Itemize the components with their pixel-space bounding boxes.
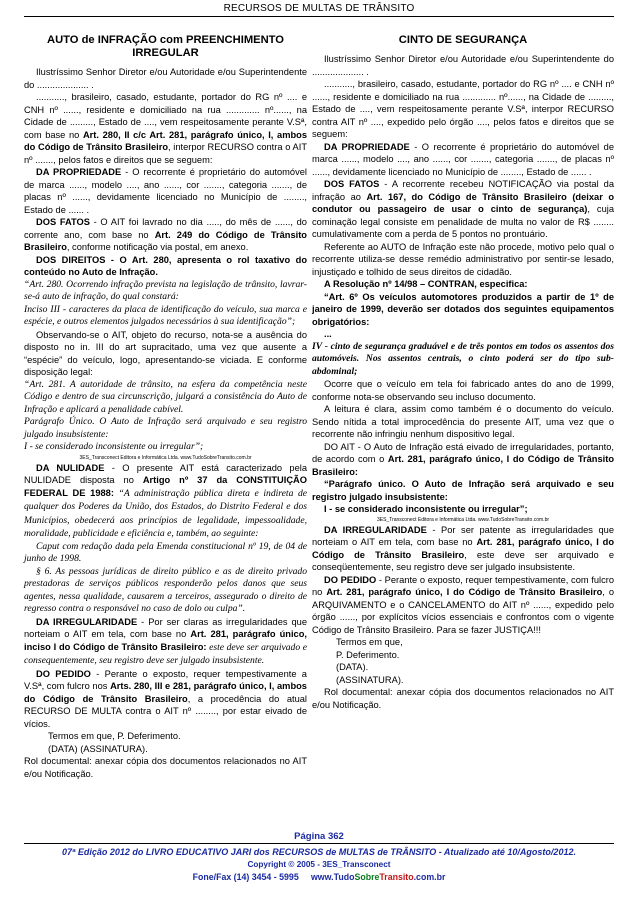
footer-url[interactable]: www.TudoSobreTransito.com.br <box>310 872 446 882</box>
left-paragrafo-6: § 6. As pessoas jurídicas de direito público e as de direito privado prestadoras de serviços públicos responderão pelos danos que seus agentes, nessa qualidade, causarem a terceiros, assegurado o direito de regresso contra o responsável no caso de dolo ou culpa”. <box>24 565 307 614</box>
left-caput: Caput com redação dada pela Emenda constitucional nº 19, de 04 de junho de 1998. <box>24 540 307 564</box>
right-watermark: 3ES_Transconect Editora e Informática Ltda. www.TudoSobreTransito.com.br <box>376 516 550 523</box>
right-closing-2: P. Deferimento. <box>336 649 400 660</box>
left-fatos: DOS FATOS - O AIT foi lavrado no dia ....., do mês de ......, do corrente ano, com base no Art. 249 do Código de Trânsito Brasileiro, conforme notificação via postal, em anexo. <box>24 217 307 252</box>
left-p1: Ilustríssimo Senhor Diretor e/ou Autoridade e/ou Superintendente do .................... . <box>24 67 307 90</box>
page-number: Página 362 <box>294 831 344 842</box>
right-quote-iv: IV - cinto de segurança graduável e de três pontos em todos os assentos dos automóveis. Nos assentos centrais, o cinto poderá ser do tipo sub-abdominal; <box>312 340 614 377</box>
right-closing-4: (ASSINATURA). <box>336 674 404 685</box>
right-irregularidade: DA IRREGULARIDADE - Por ser patente as irregularidades que norteiam o AIT em tela, com base no Art. 281, parágrafo único, I do Código de Trânsito Brasileiro, este deve ser arquivado e conseqüentemente, seu registro deve ser julgado insubsistente. <box>312 524 615 572</box>
left-quote-280: “Art. 280. Ocorrendo infração prevista na legislação de trânsito, lavrar-se-á auto de infração, do qual constará: <box>24 278 307 302</box>
right-p2: ..........., brasileiro, casado, estudante, portador do RG nº .... e CNH nº ......, residente e domiciliado na rua ............. nº......, na Cidade de ........., Estado de ...., vem respeitosamente perante V.Sª, interpor RECURSO contra AIT nº ...., expedido pelo órgão ...., pelos fatos e direitos que se seguem: <box>312 79 614 139</box>
footer-contact <box>0 872 638 882</box>
left-nulidade: DA NULIDADE - O presente AIT está caracterizado pela NULIDADE disposta no Artigo nº 37 da CONSTITUIÇÃO FEDERAL DE 1988: “A administração pública direta e indireta de qualquer dos Poderes da União, dos Estados, do Distrito Federal e dos Municípios, obedecerá aos princípios de legalidade, impessoalidade, moralidade, publicidade e eficiência e, também, ao seguinte: <box>24 462 308 539</box>
left-pedido: DO PEDIDO - Perante o exposto, requer tempestivamente a V.Sª, com fulcro nos Arts. 280, III e 281, parágrafo único, I, ambos do Código de Trânsito Brasileiro, a procedência do atual RECURSO DE MULTA contra o AIT nº ........, por estar eivado de vícios. <box>24 668 307 729</box>
right-resolucao: A Resolução nº 14/98 – CONTRAN, especifica: <box>324 279 528 289</box>
right-ellipsis: ... <box>324 329 332 339</box>
left-p2: ..........., brasileiro, casado, estudante, portador do RG nº .... e CNH nº ......, residente e domiciliado na rua ............. nº......, na Cidade de ........., Estado de ...., vem respeitosamente perante V.Sª, com base no Art. 280, II c/c Art. 281, parágrafo único, I, ambos do Código de Trânsito Brasileiro, interpor RECURSO contra o AIT nº ......., pelos fatos e direitos que se seguem: <box>24 92 307 165</box>
footer-phone: Fone/Fax (14) 3454 - 5995 <box>192 872 299 882</box>
footer-rule <box>24 843 614 844</box>
right-pedido: DO PEDIDO - Perante o exposto, requer tempestivamente, com fulcro no Art. 281, parágrafo único, I do Código de Trânsito Brasileiro, o ARQUIVAMENTO e o CANCELAMENTO do AIT nº ......, expedido pelo órgão ......, por explícitos vícios essenciais e confrontos com o vigente Código de Trânsito Brasileiro. Para se fazer JUSTIÇA!!! <box>312 574 614 635</box>
left-title: AUTO de INFRAÇÃO com PREENCHIMENTO IRREGULAR <box>46 34 285 59</box>
left-watermark: 3ES_Transconect Editora e Informática Ltda. www.TudoSobreTransito.com.br <box>79 454 252 461</box>
footer-copyright: Copyright © 2005 - 3ES_Transconect <box>247 860 391 869</box>
left-closing-1: Termos em que, P. Deferimento. <box>48 731 181 741</box>
right-rol: Rol documental: anexar cópia dos documentos relacionados no AIT e/ou Notificação. <box>312 687 614 710</box>
right-inciso-i: I - se considerado inconsistente ou irregular”; <box>324 504 528 514</box>
left-closing-2: (DATA) (ASSINATURA). <box>48 743 148 754</box>
footer-edition: 07ª Edição 2012 do LIVRO EDUCATIVO JARI dos RECURSOS de MULTAS de TRÂNSITO - Atualizado até 10/Agosto/2012. <box>62 847 576 857</box>
right-closing-1: Termos em que, <box>336 637 403 647</box>
right-column <box>312 34 614 711</box>
left-rol: Rol documental: anexar cópia dos documentos relacionados no AIT e/ou Notificação. <box>24 756 307 779</box>
left-quote-paragrafo: Parágrafo Único. O Auto de Infração será arquivado e seu registro julgado insubsistente: <box>24 416 307 440</box>
left-quote-281: “Art. 281. A autoridade de trânsito, na esfera da competência neste Código e dentro de sua circunscrição, julgará a consistência do Auto de Infração e aplicará a penalidade cabível. <box>24 378 307 415</box>
right-ait: DO AIT - O Auto de Infração está eivado de irregularidades, portanto, de acordo com o Art. 281, parágrafo único, I do Código de Trânsito Brasileiro: <box>312 441 614 477</box>
header-rule <box>24 16 614 17</box>
right-fatos: DOS FATOS - A recorrente recebeu NOTIFICAÇÃO via postal da infração ao Art. 167, do Código de Trânsito Brasileiro (deixar o condutor ou passageiro de usar o cinto de segurança), cuja cominação legal consiste em penalidade de multa no valor de R$ ........ cumulativamente com a perda de 5 pontos no prontuário. <box>312 179 614 239</box>
left-direitos: DOS DIREITOS - O Art. 280, apresenta o rol taxativo do conteúdo no Auto de Infração. <box>24 254 307 277</box>
right-art6: “Art. 6º Os veículos automotores produzidos a partir de 1º de janeiro de 1999, deverão ser dotados dos seguintes equipamentos obrigatórios: <box>312 291 614 327</box>
right-propriedade: DA PROPRIEDADE - O recorrente é proprietário do automóvel de marca ......, modelo ...., ano ......, cor ......., categoria ......., de placas nº ......, devidamente licenciado no Município de ........, Estado de ...... . <box>312 141 614 177</box>
left-quote-inciso-i: I - se considerado inconsistente ou irregular”; <box>24 441 204 452</box>
left-irregularidade: DA IRREGULARIDADE - Por ser claras as irregularidades que norteiam o AIT em tela, com base no Art. 281, parágrafo único, inciso I do Código de Trânsito Brasileiro: este deve ser arquivado e consequentemente, seu registro deve ser julgado insubsistente. <box>24 616 308 666</box>
right-p9: A leitura é clara, assim como também é o documento do veículo. Sendo nítida a total improcedência do presente AIT, uma vez que o recorrente não infringiu nenhum dispositivo legal. <box>312 404 614 439</box>
right-p8: Ocorre que o veículo em tela foi fabricado antes do ano de 1999, conforme nota-se observando seu incluso documento. <box>312 379 614 402</box>
left-column <box>24 34 307 780</box>
left-p6: Observando-se o AIT, objeto do recurso, nota-se a ausência do disposto no in. III do art supracitado, uma vez que ausente a “espécie” do veículo, logo, apresentando-se viciada. E conforme disposição legal: <box>24 329 307 377</box>
right-p5: Referente ao AUTO de Infração este não procede, motivo pelo qual o recorrente utiliza-se desse remédio administrativo por sentir-se lesado, injustiçado e tolhido de seus direitos de cidadão. <box>312 241 614 277</box>
left-quote-inciso: Inciso III - caracteres da placa de identificação do veículo, sua marca e espécie, e outros elementos julgados necessários à sua identificação”; <box>24 303 307 327</box>
page-header: RECURSOS DE MULTAS DE TRÂNSITO <box>223 3 415 14</box>
right-paragrafo: “Parágrafo único. O Auto de Infração será arquivado e seu registro julgado insubsistente: <box>312 479 614 502</box>
right-p1: Ilustríssimo Senhor Diretor e/ou Autoridade e/ou Superintendente do .................... . <box>312 54 614 77</box>
left-propriedade: DA PROPRIEDADE - O recorrente é proprietário do automóvel de marca ......, modelo ...., ano ......, cor ......., categoria ......., de placas nº ......, devidamente licenciado no Município de ........, Estado de ...... . <box>24 167 307 215</box>
right-title: CINTO DE SEGURANÇA <box>398 34 528 46</box>
right-closing-3: (DATA). <box>336 662 369 672</box>
